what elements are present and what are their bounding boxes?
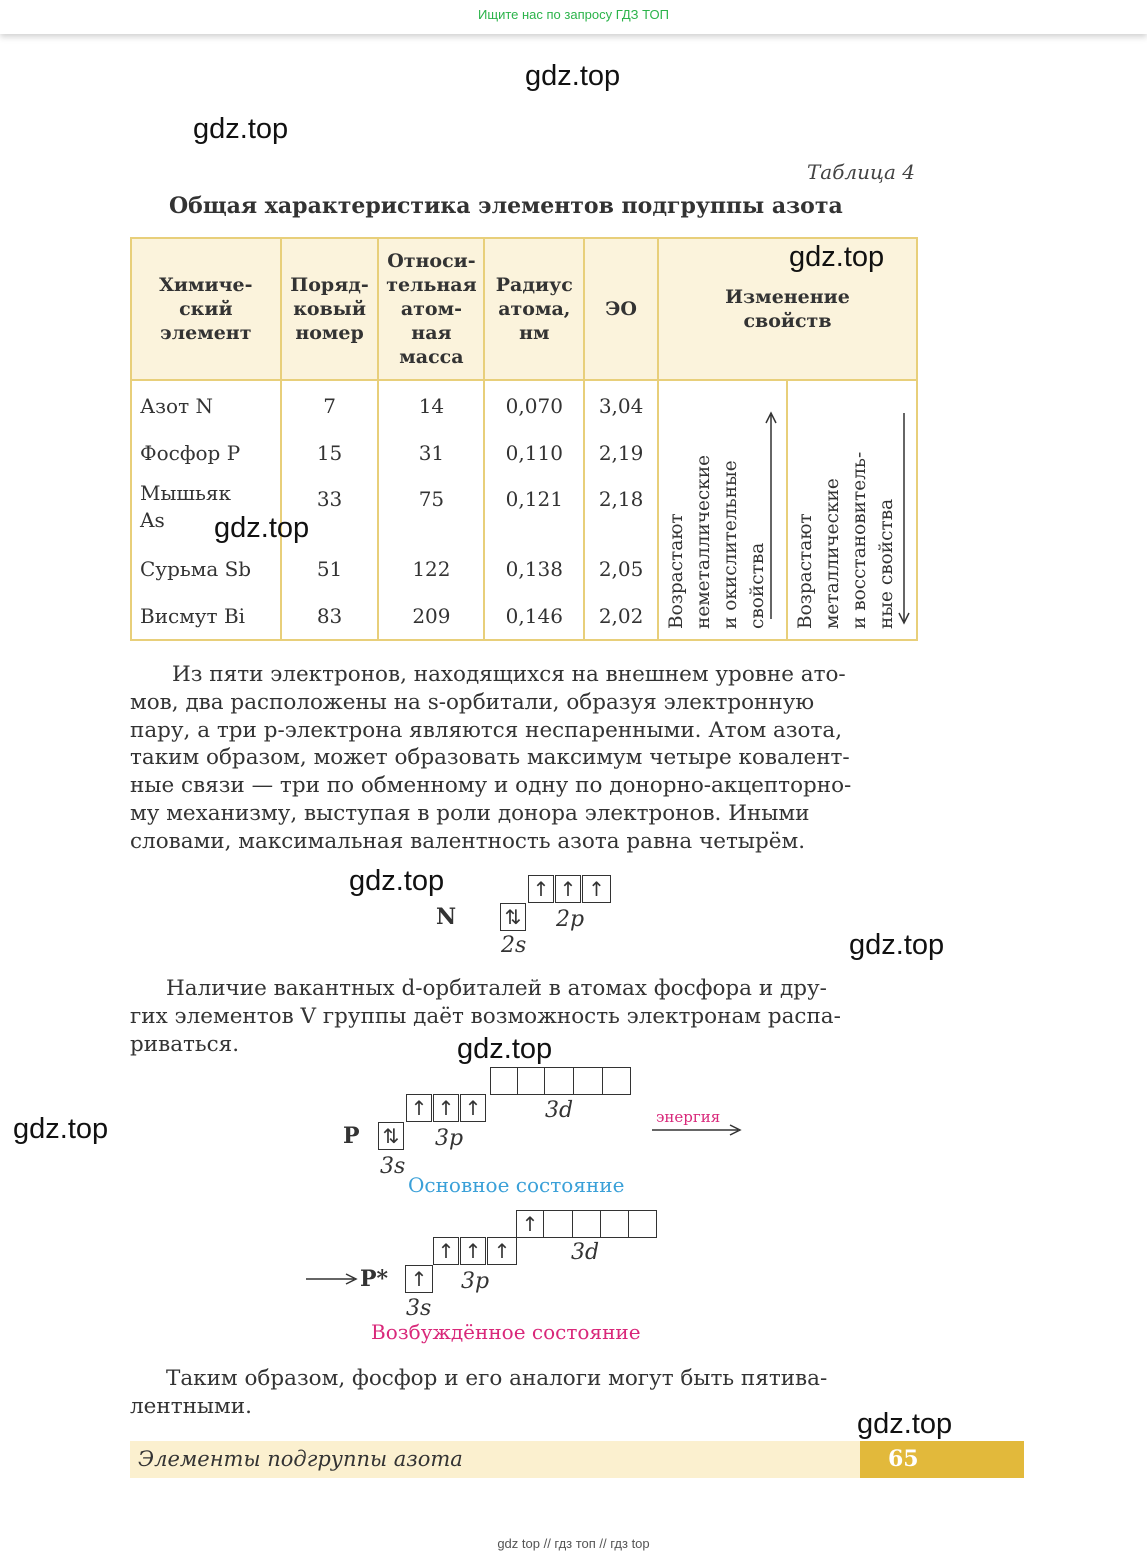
energy-label: энергия [656, 1108, 721, 1126]
page-number: 65 [860, 1441, 1024, 1478]
change-down-text: Возрастают [795, 513, 817, 629]
ground-state-label: Основное состояние [408, 1173, 625, 1197]
watermark: gdz.top [13, 1113, 109, 1145]
element-name: Азот N [140, 394, 214, 418]
header-mass: Относи- тельная атом- ная масса [378, 238, 484, 380]
watermark: gdz.top [214, 512, 310, 544]
eo-column: 3,04 2,19 2,18 2,05 2,02 [584, 380, 658, 640]
arrow-down-icon [896, 411, 912, 626]
paragraph-valence: Из пяти электронов, находящихся на внешнем уровне ато- мов, два расположены на s-орбитали, образуя электронную пару, а три p-электрона являются неспаренными. Атом азота, таким образом, может образовать максимум четыре ковалент- ные связи — три по обменному и одну по донорно-акцепторно- му механизму, выступая в роли донора электронов. Иными словами, максимальная валентность азота равна четырём. [130, 662, 852, 854]
radius-column: 0,070 0,110 0,121 0,138 0,146 [484, 380, 584, 640]
element-name: Висмут Bi [140, 603, 246, 628]
element-name: Фосфор P [140, 440, 241, 465]
footer-section-title: Элементы подгруппы азота [138, 1447, 463, 1471]
watermark: gdz.top [789, 241, 885, 273]
watermark: gdz.top [525, 60, 621, 92]
number-column: 7 15 33 51 83 [281, 380, 379, 640]
excitation-arrow-icon [306, 1271, 358, 1287]
watermark: gdz.top [193, 113, 289, 145]
watermark: gdz.top [857, 1408, 953, 1440]
mass-column: 14 31 75 122 209 [378, 380, 484, 640]
change-up-text: Возрастают [665, 513, 687, 629]
bottom-links[interactable]: gdz top // гдз топ // гдз top [497, 1536, 650, 1551]
change-up-cell: Возрастают неметаллические и окислительные свойства [658, 380, 787, 640]
element-name: Сурьма Sb [140, 557, 252, 581]
energy-arrow-icon [652, 1122, 744, 1138]
change-down-cell: Возрастают металлические и восстановитель- ные свойства [787, 380, 917, 640]
header-element: Химиче- ский элемент [131, 238, 281, 380]
search-banner[interactable]: Ищите нас по запросу ГДЗ ТОП [0, 0, 1147, 34]
paragraph-d-orbitals: Наличие вакантных d-орбиталей в атомах фосфора и дру- гих элементов V группы даёт возможность электронам распа- риваться. [130, 976, 841, 1057]
arrow-up-icon [763, 411, 779, 621]
table-caption: Таблица 4 [806, 160, 915, 184]
table-title: Общая характеристика элементов подгруппы азота [169, 193, 843, 219]
header-radius: Радиус атома, нм [484, 238, 584, 380]
element-names [131, 380, 281, 640]
watermark: gdz.top [849, 929, 945, 961]
element-name: Мышьяк As [140, 481, 231, 532]
watermark: gdz.top [457, 1033, 553, 1065]
header-eo: ЭО [584, 238, 658, 380]
paragraph-pentavalent: Таким образом, фосфор и его аналоги могут быть пятива- лентными. [130, 1366, 828, 1419]
header-change: Изменение свойств [658, 238, 917, 380]
excited-state-label: Возбуждённое состояние [371, 1320, 641, 1344]
header-number: Поряд- ковый номер [281, 238, 379, 380]
watermark: gdz.top [349, 865, 445, 897]
properties-table [130, 237, 918, 641]
